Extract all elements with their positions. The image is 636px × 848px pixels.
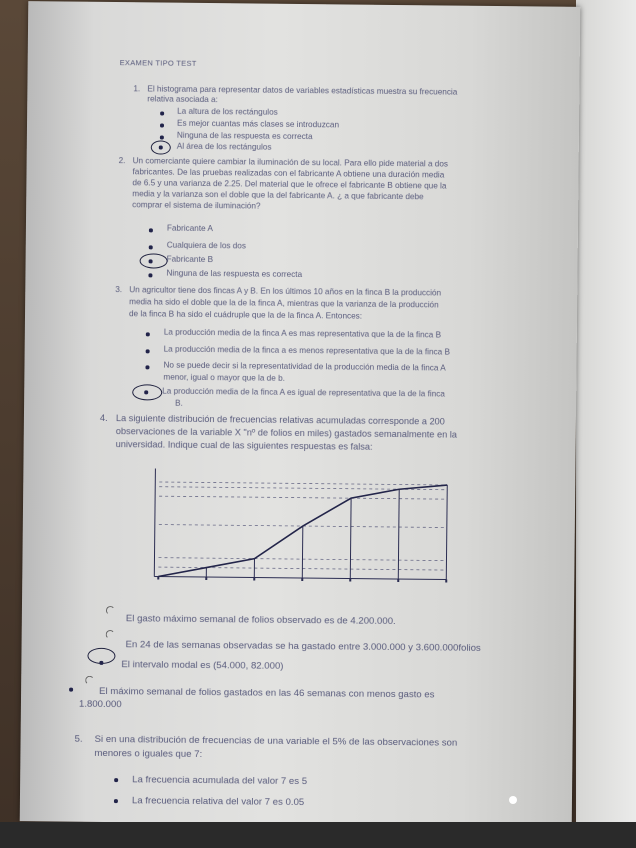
chart-x-tick bbox=[397, 579, 399, 582]
q5-text-line: menores o iguales que 7: bbox=[94, 747, 203, 760]
q2-option-bullet bbox=[149, 228, 153, 232]
q2-text-line: comprar el sistema de iluminación? bbox=[132, 200, 261, 211]
q4-option[interactable]: El máximo semanal de folios gastados en las 46 semanas con menos gasto es bbox=[99, 685, 435, 701]
q1-number: 1. bbox=[133, 84, 141, 94]
q4-option-continuation: 1.800.000 bbox=[78, 698, 122, 711]
cumulative-frequency-chart bbox=[128, 464, 459, 592]
q1-option[interactable]: Al área de los rectángulos bbox=[176, 141, 272, 152]
q4-option-bullet bbox=[69, 688, 73, 692]
page-edge bbox=[576, 0, 636, 848]
chart-x-axis bbox=[154, 576, 446, 579]
q4-option[interactable]: El intervalo modal es (54.000, 82.000) bbox=[121, 659, 284, 672]
chart-x-tick bbox=[445, 580, 447, 583]
q1-option[interactable]: Es mejor cuantas más clases se introduzcan bbox=[176, 118, 340, 130]
q2-number: 2. bbox=[118, 156, 126, 166]
q5-option-bullet bbox=[114, 799, 118, 803]
q2-text-line: Un comerciante quiere cambiar la iluminación de su local. Para ello pide material a dos bbox=[132, 156, 449, 169]
chart-x-tick bbox=[349, 579, 351, 582]
q4-text-line: observaciones de la variable X "nº de folios en miles) gastados semanalmente en la bbox=[115, 426, 457, 440]
q4-text-line: La siguiente distribución de frecuencias relativas acumuladas corresponde a 200 bbox=[115, 413, 445, 427]
q2-option-bullet bbox=[148, 273, 152, 277]
q3-option[interactable]: No se puede decir si la representatividad de la producción media de la finca A bbox=[163, 360, 446, 373]
q3-option-continuation: B. bbox=[175, 398, 183, 408]
q4-text-line: universidad. Indique cual de las siguientes respuestas es falsa: bbox=[115, 439, 373, 452]
chart-gridline bbox=[159, 496, 447, 499]
q1-option-bullet bbox=[159, 146, 163, 150]
chart-x-tick bbox=[301, 578, 303, 581]
chart-vertical-line bbox=[446, 485, 447, 580]
q2-text-line: fabricantes. De las pruebas realizadas con el fabricante A obtiene una duración media bbox=[132, 167, 445, 180]
table-surface bbox=[0, 822, 636, 848]
q1-option[interactable]: Ninguna de las respuesta es correcta bbox=[176, 130, 313, 142]
q4-option-bullet bbox=[99, 661, 103, 665]
q1-option-bullet bbox=[160, 124, 164, 128]
q1-option[interactable]: La altura de los rectángulos bbox=[177, 106, 278, 117]
q3-text-line: media ha sido el doble que la de la finca A, mientras que la varianza de la producción bbox=[129, 297, 439, 310]
chart-x-tick bbox=[205, 577, 207, 580]
q5-option[interactable]: La frecuencia acumulada del valor 7 es 5 bbox=[132, 774, 308, 788]
q4-radio[interactable] bbox=[106, 606, 115, 615]
q1-text-line: relativa asociada a: bbox=[147, 94, 218, 105]
q3-option-bullet bbox=[144, 390, 148, 394]
q5-option-bullet bbox=[114, 778, 118, 782]
q3-number: 3. bbox=[115, 285, 123, 295]
exam-page bbox=[20, 1, 581, 827]
q4-radio[interactable] bbox=[85, 676, 94, 685]
light-reflection bbox=[509, 796, 517, 804]
q2-text-line: media y la varianza son el doble que la del fabricante A. ¿ a que fabricante debe bbox=[132, 189, 424, 202]
exam-title: EXAMEN TIPO TEST bbox=[119, 58, 197, 68]
q3-option[interactable]: La producción media de la finca a es menos representativa que la de la finca B bbox=[163, 344, 451, 357]
q2-option[interactable]: Cualquiera de los dos bbox=[166, 240, 247, 251]
q2-option[interactable]: Fabricante B bbox=[166, 254, 214, 265]
q3-text-line: de la finca B ha sido el cuádruple que la de la finca A. Entonces: bbox=[128, 309, 363, 321]
chart-vertical-line bbox=[350, 498, 351, 578]
q2-text-line: de 6.5 y una varianza de 2.25. Del material que le ofrece el fabricante B obtiene que la bbox=[132, 178, 447, 191]
chart-vertical-line bbox=[398, 489, 399, 579]
q3-option-continuation: menor, igual o mayor que la de b. bbox=[163, 372, 285, 383]
q2-selected-marker bbox=[140, 253, 168, 268]
chart-x-tick bbox=[157, 577, 159, 580]
q4-radio[interactable] bbox=[106, 630, 115, 639]
q2-option[interactable]: Fabricante A bbox=[166, 223, 213, 234]
q3-option-bullet bbox=[146, 349, 150, 353]
q1-option-bullet bbox=[160, 112, 164, 116]
q1-option-bullet bbox=[160, 136, 164, 140]
q5-number: 5. bbox=[74, 733, 83, 745]
chart-vertical-line bbox=[302, 526, 303, 578]
q4-number: 4. bbox=[99, 412, 108, 423]
q3-option-bullet bbox=[146, 332, 150, 336]
chart-x-tick bbox=[253, 578, 255, 581]
chart-y-axis bbox=[154, 468, 155, 576]
q2-option-bullet bbox=[149, 245, 153, 249]
q2-option-bullet bbox=[149, 259, 153, 263]
q3-option[interactable]: La producción media de la finca A es mas representativa que la de la finca B bbox=[163, 327, 442, 340]
q3-text-line: Un agricultor tiene dos fincas A y B. En los últimos 10 años en la finca B la producción bbox=[129, 285, 442, 298]
q4-option[interactable]: En 24 de las semanas observadas se ha gastado entre 3.000.000 y 3.600.000folios bbox=[125, 639, 481, 654]
q4-option[interactable]: El gasto máximo semanal de folios observado es de 4.200.000. bbox=[125, 613, 396, 628]
q3-option-bullet bbox=[145, 365, 149, 369]
q2-option[interactable]: Ninguna de las respuesta es correcta bbox=[166, 268, 303, 280]
q3-option[interactable]: La producción media de la finca A es igual de representativa que la de la finca bbox=[162, 386, 445, 399]
chart-gridline bbox=[159, 482, 447, 485]
q5-text-line: Si en una distribución de frecuencias de una variable el 5% de las observaciones son bbox=[94, 733, 458, 749]
q1-text-line: El histograma para representar datos de variables estadísticas muestra su frecuencia bbox=[147, 84, 458, 97]
q5-option[interactable]: La frecuencia relativa del valor 7 es 0.05 bbox=[131, 795, 305, 809]
